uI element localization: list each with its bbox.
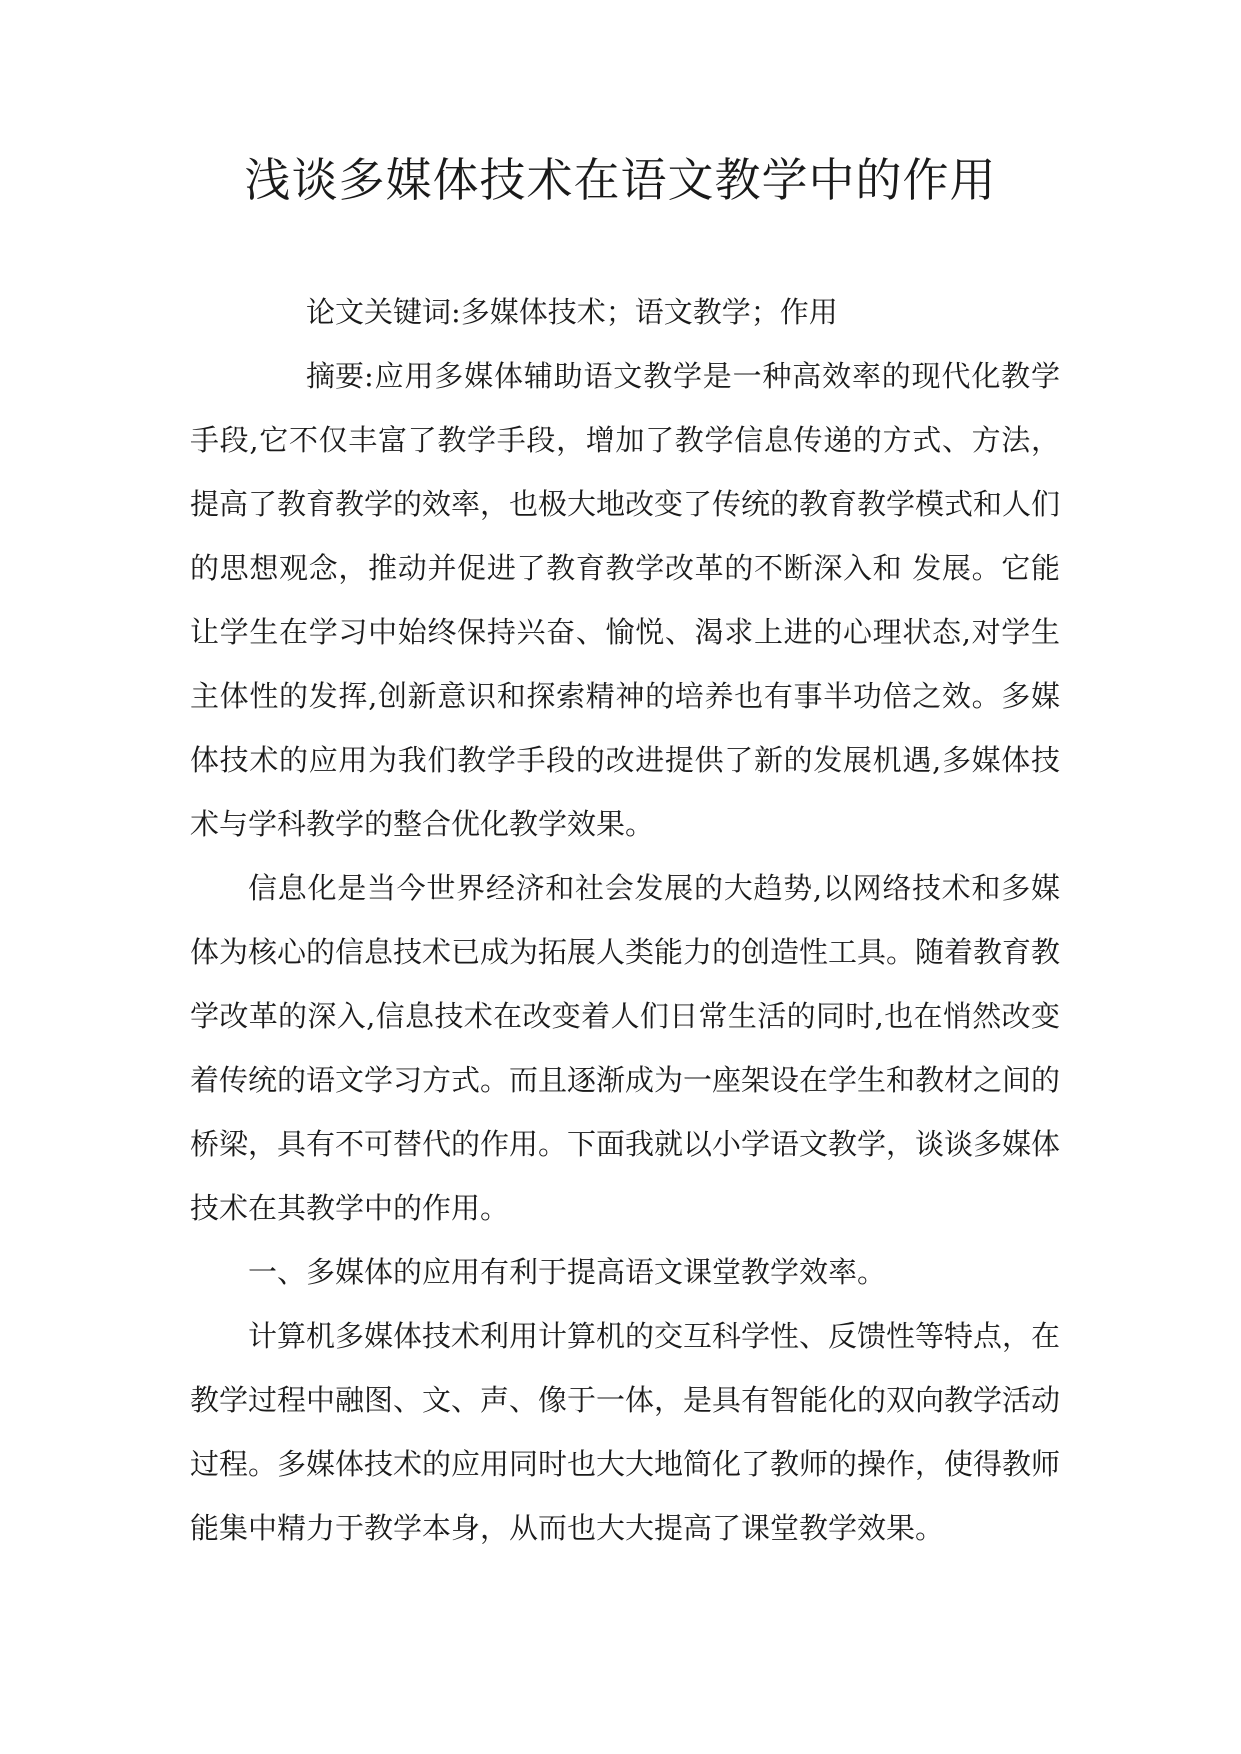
- document-title: 浅谈多媒体技术在语文教学中的作用: [244, 153, 997, 207]
- body-paragraph-2: 计算机多媒体技术利用计算机的交互科学性、反馈性等特点，在教学过程中融图、文、声、像于一体，是具有智能化的双向教学活动过程。多媒体技术的应用同时也大大地简化了教师的操作，使得教师能集中精力于教学本身，从而也大大提高了课堂教学效果。: [190, 1319, 1061, 1545]
- abstract-label: 摘要:: [306, 359, 374, 393]
- keywords-label: 论文关键词:: [306, 295, 461, 329]
- document-body: [190, 280, 1060, 1560]
- keywords-line: [190, 280, 1060, 344]
- abstract-text: 应用多媒体辅助语文教学是一种高效率的现代化教学手段,它不仅丰富了教学手段，增加了教学信息传递的方式、方法，提高了教育教学的效率，也极大地改变了传统的教育教学模式和人们的思想观念，推动并促进了教育教学改革的不断深入和 发展。它能让学生在学习中始终保持兴奋、愉悦、渴求上进的心理状态,对学生主体性的发挥,创新意识和探索精神的培养也有事半功倍之效。多媒体技术的应用为我们教学手段的改进提供了新的发展机遇,多媒体技术与学科教学的整合优化教学效果。: [190, 359, 1061, 841]
- keywords-value: 多媒体技术；语文教学；作用: [460, 295, 838, 329]
- abstract-paragraph: [190, 344, 1060, 856]
- section-heading-1: 一、多媒体的应用有利于提高语文课堂教学效率。: [248, 1255, 887, 1289]
- body-paragraph-1: 信息化是当今世界经济和社会发展的大趋势,以网络技术和多媒体为核心的信息技术已成为拓展人类能力的创造性工具。随着教育教学改革的深入,信息技术在改变着人们日常生活的同时,也在悄然改变着传统的语文学习方式。而且逐渐成为一座架设在学生和教材之间的桥梁，具有不可替代的作用。下面我就以小学语文教学，谈谈多媒体技术在其教学中的作用。: [190, 871, 1061, 1225]
